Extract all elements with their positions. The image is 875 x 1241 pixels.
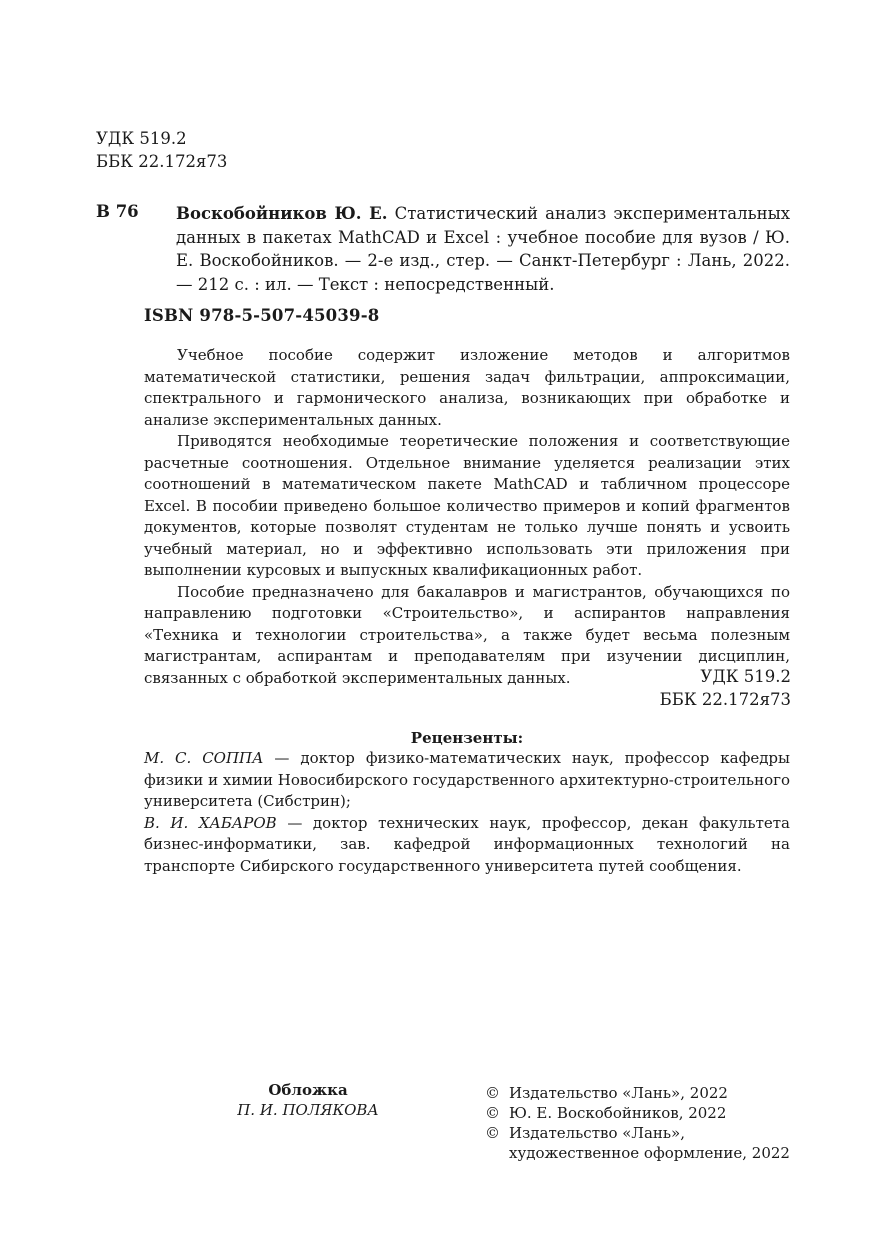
reviewer-entry (144, 813, 790, 878)
biblio-author: Воскобойников Ю. Е. (176, 204, 388, 223)
reviewer-description: — доктор технических наук, профессор, декан факультета бизнес-информатики, зав. кафедрой информационных технологий на транспорте Сибирского государственного университета путей сообщения. (144, 813, 790, 875)
reviewers-list (144, 748, 790, 877)
copyright-icon: © (485, 1124, 500, 1142)
reviewer-name: В. И. ХАБАРОВ (144, 813, 277, 832)
classification-footer (660, 665, 791, 711)
udk-code: УДК 519.2 (96, 129, 187, 148)
copyright-text: Ю. Е. Воскобойников, 2022 (509, 1104, 727, 1122)
cover-credit (228, 1080, 388, 1120)
bibliographic-record (176, 202, 790, 296)
annotation-paragraph: Пособие предназначено для бакалавров и магистрантов, обучающихся по направлению подготовки «Строительство», и аспирантов направления «Техника и технологии строительства», а также будет весьма полезным магистрантам, аспирантам и преподавателям при изучении дисциплин, связанных с обработкой экспериментальных данных. (144, 582, 790, 687)
cover-label: Обложка (268, 1081, 348, 1099)
reviewer-description: — доктор физико-математических наук, профессор кафедры физики и химии Новосибирского государственного архитектурно-строительного университета (Сибстрин); (144, 749, 790, 810)
copyright-spacer (485, 1143, 509, 1163)
copyright-text: художественное оформление, 2022 (509, 1144, 790, 1162)
reviewers-title: Рецензенты: (410, 729, 524, 747)
classification-header (96, 127, 227, 173)
bbk-code-bottom: ББК 22.172я73 (659, 690, 791, 709)
copyright-icon: © (485, 1084, 500, 1102)
copyright-line (485, 1123, 805, 1143)
copyright-text: Издательство «Лань», 2022 (509, 1084, 728, 1102)
isbn: ISBN 978-5-507-45039-8 (144, 306, 380, 325)
annotation (144, 345, 790, 689)
udk-code-bottom: УДК 519.2 (700, 667, 791, 686)
copyright-text: Издательство «Лань», (509, 1124, 686, 1142)
annotation-paragraph: Приводятся необходимые теоретические положения и соответствующие расчетные соотношения. Отдельное внимание уделяется реализации этих соотношений в математическом пакете MathCAD и табличном процессоре Excel. В пособии приведено большое количество примеров и копий фрагментов документов, которые позволят студентам не только лучше понять и усвоить учебный материал, но и эффективно использовать эти приложения при выполнении курсовых и выпускных квалификационных работ. (144, 432, 790, 579)
reviewer-name: М. С. СОППА (144, 749, 264, 767)
cover-designer: П. И. ПОЛЯКОВА (237, 1101, 379, 1119)
copyright-block (485, 1083, 805, 1163)
copyright-line (485, 1103, 805, 1123)
biblio-description: Статистический анализ экспериментальных данных в пакетах MathCAD и Excel : учебное пособие для вузов / Ю. Е. Воскобойников. — 2-е изд., стер. — Санкт-Петербург : Лань, 2022. — 212 с. : ил. — Текст : непосредственный. (176, 204, 791, 294)
reviewer-entry (144, 748, 790, 813)
bbk-code: ББК 22.172я73 (96, 152, 228, 171)
copyright-line (485, 1143, 805, 1163)
author-sign: В 76 (96, 202, 139, 221)
annotation-paragraph: Учебное пособие содержит изложение методов и алгоритмов математической статистики, решения задач фильтрации, аппроксимации, спектрального и гармонического анализа, возникающих при обработке и анализе экспериментальных данных. (144, 346, 790, 429)
copyright-icon: © (485, 1104, 500, 1122)
copyright-line (485, 1083, 805, 1103)
